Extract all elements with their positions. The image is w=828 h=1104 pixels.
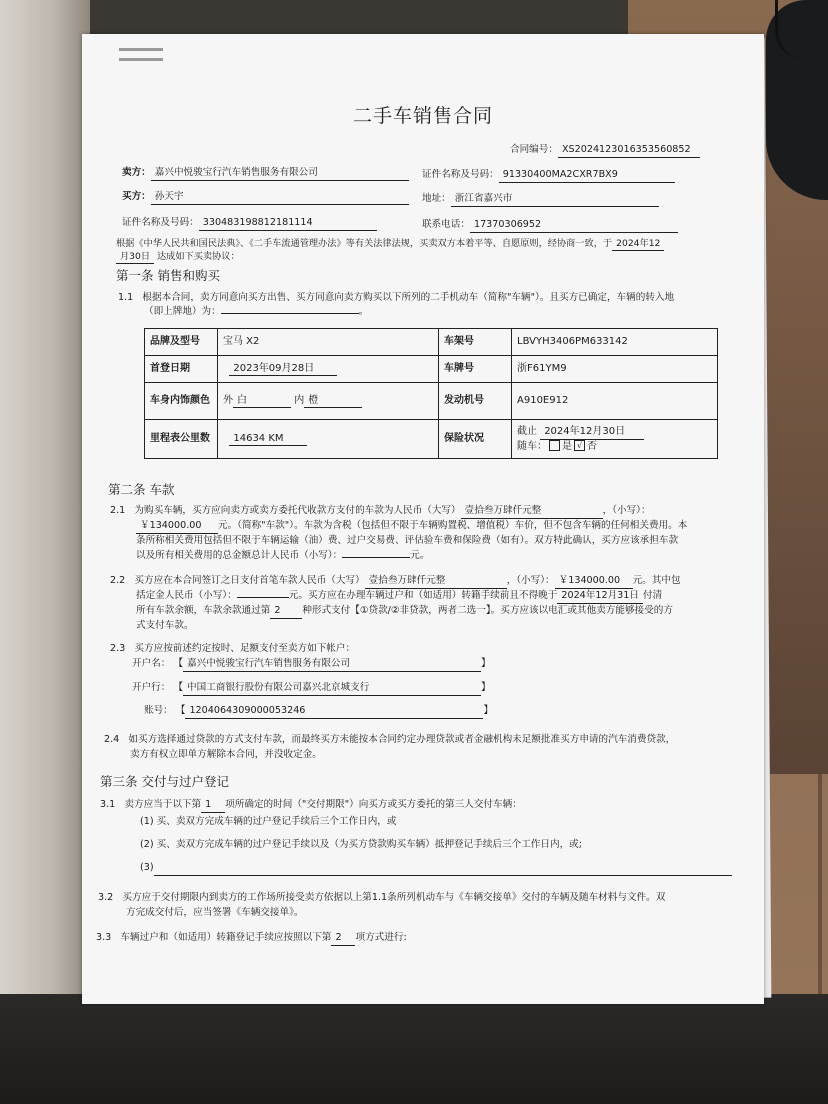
clause-3-2-line2: 方完成交付后，应当签署《车辆交接单》。	[126, 907, 304, 918]
plate-label: 车牌号	[439, 356, 512, 383]
background-desk-left	[0, 0, 90, 1104]
seller-field: 卖方： 嘉兴中悦骏宝行汽车销售服务有限公司	[122, 167, 409, 181]
section-1-heading: 第一条 销售和购买	[116, 268, 220, 283]
vehicle-info-table	[144, 328, 718, 459]
first-reg-label: 首登日期	[145, 356, 218, 383]
section-3-heading: 第三条 交付与过户登记	[100, 774, 229, 789]
section-2-heading: 第二条 车款	[108, 482, 175, 497]
first-reg-value: 2023年09月28日	[229, 362, 337, 377]
vin-label: 车架号	[439, 329, 512, 356]
first-reg-cell	[218, 356, 439, 383]
color-cell: 外 白 内 橙	[218, 383, 439, 420]
staple-mark	[119, 58, 163, 61]
clause-3-1-option-2: (2) 买、卖双方完成车辆的过户登记手续以及（为买方贷款购买车辆）抵押登记手续后三个工作日内，或;	[140, 839, 582, 850]
mileage-value: 14634 KM	[229, 432, 307, 447]
insurance-label: 保险状况	[439, 420, 512, 459]
account-number-field: 账号： 【 1204064309000053246 】	[144, 705, 493, 719]
clause-2-1-line4: 以及所有相关费用的总金额总计人民币（小写）： 元。	[136, 550, 430, 561]
clause-2-1-line3: 条所称相关费用包括但不限于车辆运输（油）费、过户交易费、评估验车费和保险费（如有）。双方特此确认，买方应该承担车款	[136, 535, 679, 546]
clause-2-1: 2.1 为购买车辆，买方应向卖方或卖方委托代收款方支付的车款为人民币（大写） 壹拾叁万肆仟元整 ，（小写）：	[110, 505, 651, 519]
mileage-cell	[218, 420, 439, 459]
bank-field: 开户行： 【 中国工商银行股份有限公司嘉兴北京城支行 】	[132, 682, 491, 696]
buyer-field: 买方： 孙天宇	[122, 191, 409, 205]
vin-value: LBVYH3406PM633142	[512, 329, 718, 356]
contract-page	[82, 34, 764, 1004]
clause-2-2: 2.2 买方应在本合同签订之日支付首笔车款人民币（大写） 壹拾叁万肆仟元整 ，（小写）： ￥134000.00 元。其中包	[110, 575, 681, 589]
clause-2-2-line3: 所有车款余额，车款余款通过第 2 种形式支付【①贷款/②非贷款，两者二选一】。买方应该以电汇或其他卖方能够接受的方	[136, 605, 673, 619]
insurance-yes-checkbox	[549, 440, 560, 451]
buyer-phone-field: 联系电话： 17370306952	[422, 219, 678, 233]
insurance-no-checkbox: √	[574, 440, 585, 451]
clause-2-4-line2: 卖方有权立即单方解除本合同，并没收定金。	[130, 749, 322, 760]
engine-label: 发动机号	[439, 383, 512, 420]
color-label: 车身内饰颜色	[145, 383, 218, 420]
page-title: 二手车销售合同	[352, 105, 493, 127]
seller-cert-field: 证件名称及号码： 91330400MA2CXR7BX9	[422, 169, 675, 183]
intro-paragraph-end: 月30日 达成如下买卖协议：	[116, 251, 240, 264]
clause-2-1-line2: ￥134000.00 元。（简称"车款"）。车款为含税（包括但不限于车辆购置税、增值税）车价，但不包含车辆的任何相关费用。本	[136, 520, 687, 534]
clause-3-1-option-1: (1) 买、卖双方完成车辆的过户登记手续后三个工作日内，或	[140, 816, 397, 827]
clause-3-2: 3.2 买方应于交付期限内到卖方的工作场所接受卖方依据以上第1.1条所列机动车与《车辆交接单》交付的车辆及随车材料与文件。双	[98, 892, 666, 903]
clause-2-2-line2: 括定金人民币（小写）： 元。买方应在办理车辆过户和（如适用）转籍手续前且不得晚于 2024年12月31日 付清	[136, 590, 662, 604]
clause-1-1-plate-location: （即上牌地）为： 。	[144, 306, 369, 317]
clause-3-1: 3.1 卖方应当于以下第 1 项所确定的时间（"交付期限"）向买方或买方委托的第三人交付车辆：	[100, 799, 522, 813]
background-bottom	[0, 994, 828, 1104]
insurance-cell: 截止 2024年12月30日 随车： 是 √ 否	[512, 420, 718, 459]
brand-label: 品牌及型号	[145, 329, 218, 356]
contract-number: 合同编号： XS2024123016353560852	[510, 144, 700, 158]
plate-value: 浙F61YM9	[512, 356, 718, 383]
intro-paragraph: 根据《中华人民共和国民法典》、《二手车流通管理办法》等有关法律法规，买卖双方本着平等、自愿原则，经协商一致，于 2024年12	[116, 238, 664, 251]
clause-2-4: 2.4 如买方选择通过贷款的方式支付车款，而最终买方未能按本合同约定办理贷款或者金融机构未足额批准买方申请的汽车消费贷款，	[104, 734, 676, 745]
clause-2-3: 2.3 买方应按前述约定按时、足额支付至卖方如下帐户：	[110, 643, 356, 654]
clause-3-3: 3.3 车辆过户和（如适用）转籍登记手续应按照以下第 2 项方式进行:	[96, 932, 407, 946]
buyer-address-field: 地址： 浙江省嘉兴市	[422, 193, 659, 207]
engine-value: A910E912	[512, 383, 718, 420]
clause-3-1-option-3: (3)	[140, 862, 732, 876]
clause-2-2-line4: 式支付车款。	[136, 620, 194, 631]
mileage-label: 里程表公里数	[145, 420, 218, 459]
account-name-field: 开户名： 【 嘉兴中悦骏宝行汽车销售服务有限公司 】	[132, 658, 491, 672]
staple-mark	[119, 48, 163, 51]
brand-value: 宝马 X2	[218, 329, 439, 356]
buyer-cert-field: 证件名称及号码： 330483198812181114	[122, 217, 377, 231]
clause-1-1: 1.1 根据本合同，卖方同意向买方出售、买方同意向卖方购买以下所列的二手机动车（简称"车辆"）。且买方已确定，车辆的转入地	[118, 292, 675, 303]
